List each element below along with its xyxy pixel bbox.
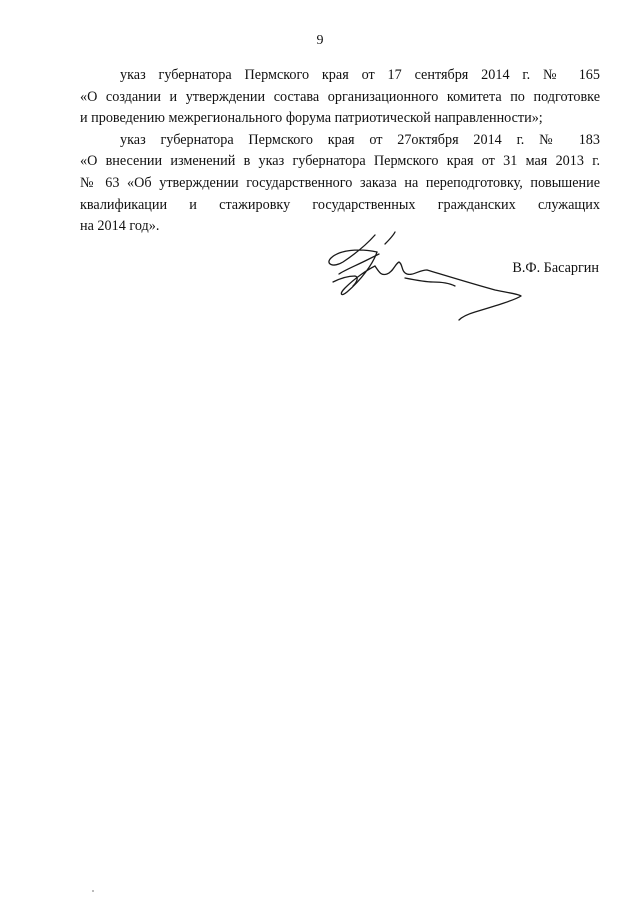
paragraph: [80, 65, 600, 130]
handwritten-signature: [315, 230, 535, 325]
text-line: и проведению межрегионального форума патриотической направленности»;: [80, 110, 543, 127]
text-line: «О создании и утверждении состава организационного комитета по подготовке: [80, 88, 600, 105]
page-number: 9: [316, 33, 324, 48]
text-line: указ губернатора Пермского края от 27октября 2014 г. № 183: [120, 131, 600, 148]
signature-drawing: [315, 230, 535, 325]
paragraph: [80, 130, 600, 238]
text-line: указ губернатора Пермского края от 17 сентября 2014 г. № 165: [120, 67, 600, 83]
text-line: «О внесении изменений в указ губернатора Пермского края от 31 мая 2013 г.: [80, 153, 600, 170]
text-line: № 63 «Об утверждении государственного заказа на переподготовку, повышение: [80, 174, 600, 191]
text-line: квалификации и стажировку государственных гражданских служащих: [80, 196, 600, 213]
signer-name: В.Ф. Басаргин: [512, 260, 599, 276]
scan-speck: [92, 890, 94, 892]
document-body: [80, 65, 600, 238]
text-line: на 2014 год».: [80, 218, 160, 235]
